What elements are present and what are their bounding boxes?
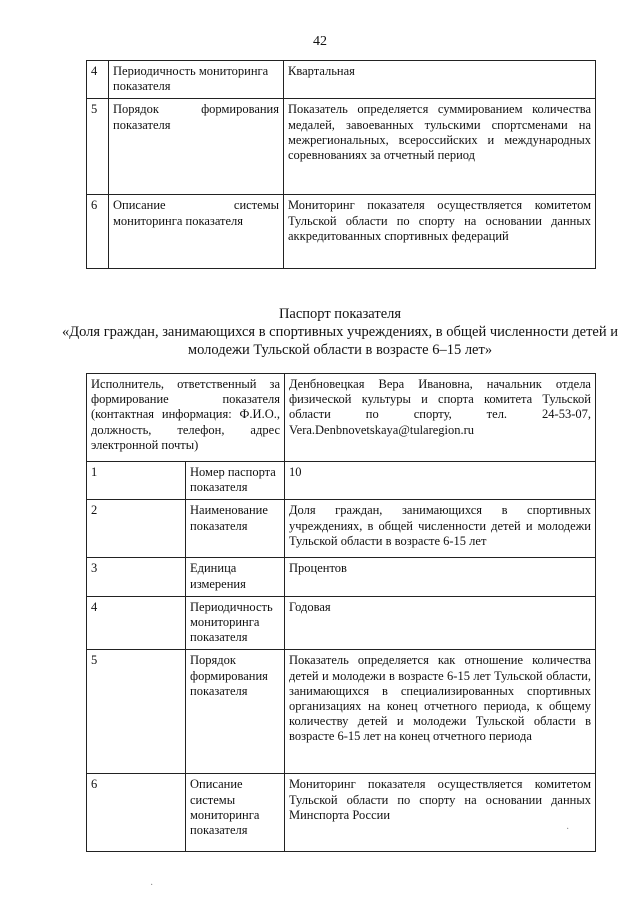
row-value: Годовая xyxy=(285,596,596,650)
row-label: Порядок формирования показателя xyxy=(186,650,285,774)
row-label: Единица измерения xyxy=(186,558,285,596)
row-label: Описание системы мониторинга показателя xyxy=(186,774,285,852)
table-row xyxy=(87,500,596,558)
indicator-table-continued xyxy=(86,60,596,269)
row-label: Периодичность мониторинга показателя xyxy=(109,61,284,99)
passport-table xyxy=(86,373,596,852)
row-number: 4 xyxy=(87,596,186,650)
row-value: Процентов xyxy=(285,558,596,596)
row-number: 3 xyxy=(87,558,186,596)
table-row xyxy=(87,650,596,774)
table-row-executor xyxy=(87,374,596,462)
row-label: Описание системы мониторинга показателя xyxy=(109,195,284,269)
passport-subtitle: «Доля граждан, занимающихся в спортивных учреждениях, в общей численности детей и молодежи Тульской области в возрасте 6–15 лет» xyxy=(61,324,619,358)
row-value: Мониторинг показателя осуществляется комитетом Тульской области по спорту на основании данных аккредитованных спортивных федераций xyxy=(284,195,596,269)
executor-value: Денбновецкая Вера Ивановна, начальник отдела физической культуры и спорта комитета Тульской области по спорту, тел. 24-53-07, Vera.Denbnovetskaya@tularegion.ru xyxy=(285,374,596,462)
row-label: Номер паспорта показателя xyxy=(186,462,285,500)
row-number: 4 xyxy=(87,61,109,99)
row-value: Квартальная xyxy=(284,61,596,99)
page-number: 42 xyxy=(313,34,327,49)
table-row xyxy=(87,558,596,596)
table-row xyxy=(87,774,596,852)
table-row xyxy=(87,195,596,269)
row-value: Показатель определяется как отношение количества детей и молодежи в возрасте 6-15 лет Тульской области, занимающихся в специализированных спортивных организациях на конец отчетного периода, к общему количеству детей и молодежи Тульской области в возрасте 6-15 лет на конец отчетного периода xyxy=(285,650,596,774)
scan-speck: · xyxy=(150,880,154,891)
row-value: Мониторинг показателя осуществляется комитетом Тульской области по спорту на основании данных Минспорта России xyxy=(285,774,596,852)
table-row xyxy=(87,596,596,650)
row-number: 5 xyxy=(87,650,186,774)
row-value: 10 xyxy=(285,462,596,500)
executor-label: Исполнитель, ответственный за формирование показателя (контактная информация: Ф.И.О., должность, телефон, адрес электронной почты) xyxy=(87,374,285,462)
table-row xyxy=(87,61,596,99)
passport-title: Паспорт показателя xyxy=(278,306,402,322)
row-label: Наименование показателя xyxy=(186,500,285,558)
row-number: 2 xyxy=(87,500,186,558)
row-number: 1 xyxy=(87,462,186,500)
row-label: Периодичность мониторинга показателя xyxy=(186,596,285,650)
table-row xyxy=(87,99,596,195)
row-number: 6 xyxy=(87,195,109,269)
row-value: Доля граждан, занимающихся в спортивных учреждениях, в общей численности детей и молодежи Тульской области в возрасте 6-15 лет xyxy=(285,500,596,558)
row-number: 6 xyxy=(87,774,186,852)
row-number: 5 xyxy=(87,99,109,195)
row-value: Показатель определяется суммированием количества медалей, завоеванных тульскими спортсменами на межрегиональных, всероссийских и международных соревнованиях за отчетный период xyxy=(284,99,596,195)
scan-speck: · xyxy=(566,824,570,835)
table-row xyxy=(87,462,596,500)
row-label: Порядок формирования показателя xyxy=(109,99,284,195)
